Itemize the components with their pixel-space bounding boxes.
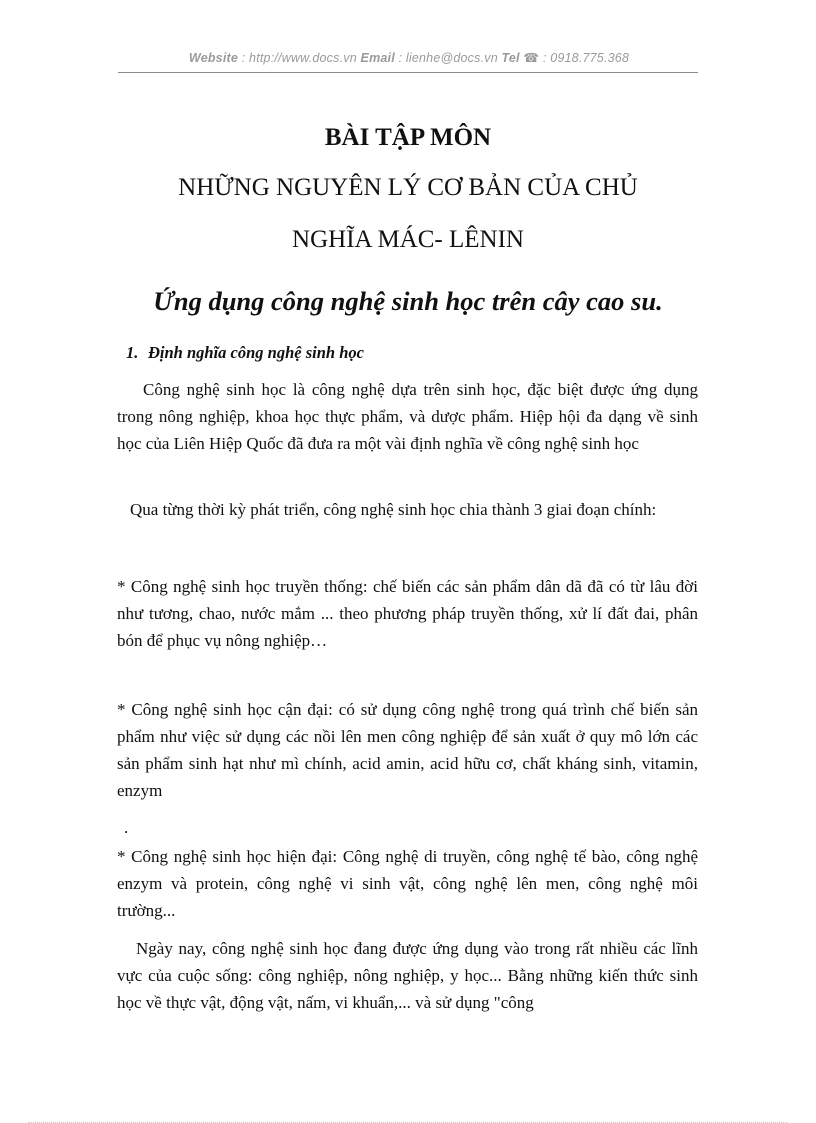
paragraph-definition: Công nghệ sinh học là công nghệ dựa trên sinh học, đặc biệt được ứng dụng trong nông nghiệp, khoa học thực phẩm, và dược phẩm. Hiệp hội đa dạng về sinh học của Liên Hiệp Quốc đã đưa ra một vài định nghĩa về công nghệ sinh học <box>117 380 698 453</box>
document-subtitle-line-1: NHỮNG NGUYÊN LÝ CƠ BẢN CỦA CHỦ <box>178 174 638 201</box>
document-subtitle-line-2: NGHĨA MÁC- LÊNIN <box>292 226 524 253</box>
paragraph-stages-intro: Qua từng thời kỳ phát triển, công nghệ sinh học chia thành 3 giai đoạn chính: <box>130 500 657 519</box>
section-number: 1. <box>126 343 139 362</box>
paragraph-modern: * Công nghệ sinh học hiện đại: Công nghệ di truyền, công nghệ tế bào, công nghệ enzym và protein, công nghệ vi sinh vật, công nghệ lên men, công nghệ môi trường... <box>117 847 698 920</box>
paragraph-applications: Ngày nay, công nghệ sinh học đang được ứng dụng vào trong rất nhiều các lĩnh vực của cuộc sống: công nghiệp, nông nghiệp, y học... Bằng những kiến thức sinh học về thực vật, động vật, nấm, vi khuẩn,... và sử dụng "công <box>117 939 698 1012</box>
document-title: BÀI TẬP MÔN <box>324 124 492 151</box>
stray-dot: . <box>124 818 129 837</box>
section-heading <box>126 343 364 363</box>
page-header <box>120 50 698 65</box>
email-value: : lienhe@docs.vn <box>394 51 502 65</box>
phone-icon: ☎ <box>519 51 540 65</box>
website-label: Website <box>188 51 239 65</box>
paragraph-modern-early: * Công nghệ sinh học cận đại: có sử dụng công nghệ trong quá trình chế biến sản phẩm như việc sử dụng các nồi lên men công nghiệp để sản xuất ở quy mô lớn các sản phẩm sinh hạt như mì chính, acid amin, acid hữu cơ, chất kháng sinh, vitamin, enzym <box>117 700 698 800</box>
email-label: Email <box>360 51 395 65</box>
paragraph-traditional: * Công nghệ sinh học truyền thống: chế biến các sản phẩm dân dã đã có từ lâu đời như tương, chao, nước mắm ... theo phương pháp truyền thống, xử lí đất đai, phân bón để phục vụ nông nghiệp… <box>117 577 698 650</box>
topic-heading: Ứng dụng công nghệ sinh học trên cây cao su. <box>153 286 663 316</box>
website-value: : http://www.docs.vn <box>238 51 361 65</box>
tel-value: : 0918.775.368 <box>539 51 630 65</box>
section-title: Định nghĩa công nghệ sinh học <box>148 343 364 362</box>
tel-label: Tel <box>501 51 520 65</box>
header-divider <box>118 72 698 73</box>
